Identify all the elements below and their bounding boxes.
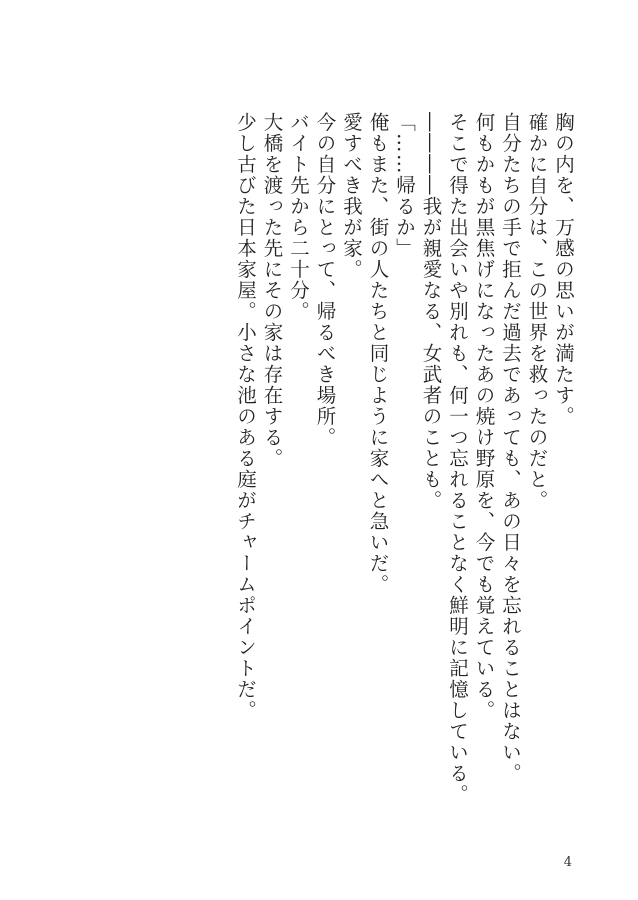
vertical-text-body	[232, 112, 577, 805]
text-line: 今の自分にとって、帰るべき場所。	[313, 112, 337, 448]
text-line: 俺もまた、街の人たちと同じように家へと急いだ。	[366, 112, 390, 595]
text-line: 愛すべき我が家。	[340, 112, 363, 280]
text-line: 胸の内を、万感の思いが満たす。	[552, 112, 575, 427]
page-number: 4	[563, 855, 572, 870]
text-line: 大橋を渡った先にその家は存在する。	[260, 112, 284, 469]
text-line: 何もかもが黒焦げになったあの焼け野原を、今でも覚えている。	[472, 112, 496, 721]
text-line: 自分たちの手で拒んだ過去であっても、あの日々を忘れることはない。	[499, 112, 522, 784]
text-line: ――――我が親愛なる、女武者のことも。	[419, 112, 443, 511]
text-line: そこで得た出会いや別れも、何一つ忘れることなく鮮明に記憶している。	[446, 112, 469, 805]
dialogue-line: 「……帰るか」	[393, 112, 416, 259]
text-line: 少し古びた日本家屋。小さな池のある庭がチャームポイントだ。	[234, 112, 257, 721]
text-line: バイト先から二十分。	[287, 112, 310, 322]
text-line: 確かに自分は、この世界を救ったのだと。	[525, 112, 549, 511]
